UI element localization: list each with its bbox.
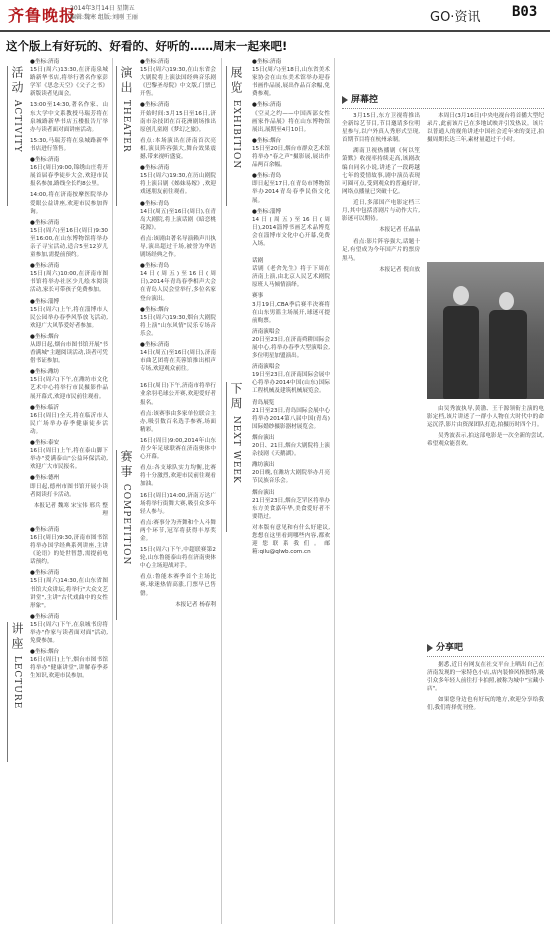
activity-column <box>30 58 108 924</box>
listing-location: ●坐标:济南 <box>30 263 60 270</box>
paragraph: 湖南卫视热播剧《何以笙箫默》收视率持续走高,该剧改编自同名小说,讲述了一段跨越七年的爱情故事,剧中演员表现可圈可点,受到观众的普遍好评,网络点播量已突破十亿。 <box>342 148 420 195</box>
listing-location: ●坐标:烟台 <box>30 333 60 340</box>
listing-text: 15日至20日,烟台市群众艺术馆将举办"春之声"摄影展,展出作品两百余幅。 <box>252 145 330 169</box>
label-activity: 活动 ACTIVITY <box>7 66 26 206</box>
listing-text: 《空灵之约——中国西部女性画家作品展》将在山东博物馆展出,展期至4月10日。 <box>252 110 330 133</box>
listing-text: 14日(周五)至16日(周日),2014淄博书画艺术品博览会在淄博市文化中心开幕,免费入场。 <box>252 216 330 247</box>
listing-entry <box>252 172 330 204</box>
listing-entry <box>252 461 330 485</box>
listing-entry <box>30 526 108 566</box>
listing-text: 从即日起,烟台市图书馆开展"书香满城"主题阅读活动,读者可凭借书证参加。 <box>30 342 108 365</box>
listing-location: ●坐标:青岛 <box>140 263 170 270</box>
listing-location: ●坐标:青岛 <box>252 173 282 180</box>
photo-face <box>499 292 514 310</box>
page-banner: 这个版上有好玩的、好看的、好听的……周末一起来吧! <box>6 39 288 53</box>
triangle-icon <box>342 96 348 104</box>
listing-entry <box>30 298 108 330</box>
listing-location: ●坐标:淄博 <box>252 208 282 215</box>
label-next-week: 下周 NEXT WEEK <box>226 382 245 532</box>
activity-sign: 本报记者 魏寒 宋宝伟 邢兵 整理 <box>33 502 108 517</box>
listing-location: ●坐标:济南 <box>140 59 170 65</box>
listing-text: 16日(周日)9:00,2014年山东青少年足球联赛在济南奥体中心开幕。 <box>140 437 216 461</box>
paragraph: 如果您身边也有好玩的地方,欢迎分享给我们,我们将择优刊登。 <box>427 697 544 712</box>
screen-sign: 本报记者 任晶晶 <box>379 227 420 234</box>
listing-text: 3月19日,CBA季后赛半决赛将在山东男篮主场展开,球迷可提前购票。 <box>252 301 330 324</box>
listing-entry <box>140 519 216 543</box>
listing-entry <box>140 546 216 570</box>
listing-entry <box>252 137 330 169</box>
newspaper-logo: 齐鲁晚报 <box>8 6 77 25</box>
paragraph: 本周日(3月16日)中央电视台将首播大型纪录片,此前该片已在多地试映并引发热议。该片以普通人的视角讲述中国社会近年来的变迁,拍摄周期长达三年,素材量超过千小时。 <box>427 113 544 144</box>
listing-location: ●坐标:德州 <box>30 475 60 482</box>
lecture-list <box>30 526 108 681</box>
competition-list <box>140 382 216 597</box>
listing-text: 20日晚,在潍坊大剧院举办月亮节民族音乐会。 <box>252 470 330 485</box>
editor-line: 编辑:魏寒 组版:刘刚 王丽 <box>70 14 138 21</box>
column-divider <box>221 58 222 924</box>
listing-entry <box>140 101 216 133</box>
listing-entry <box>30 156 108 188</box>
listing-entry <box>30 569 108 609</box>
listing-location: 烟台演出 <box>252 434 275 441</box>
share-section <box>427 640 544 924</box>
paragraph: 由吴秀波执导,黄渤、王千源领衔主演的电影定档,该片讲述了一群小人物在大时代中的命运沉浮,影片由资深团队打造,拍摄历时四个月。 <box>427 406 544 429</box>
label-lecture: 讲座 LECTURE <box>7 622 26 762</box>
listing-text: 16日(周日)上午,烟台市图书馆将举办"健康讲堂",讲解春季养生知识,欢迎市民参加。 <box>30 657 108 680</box>
listing-location: ●坐标:淄博 <box>30 298 60 305</box>
listing-location: ●坐标:济南 <box>30 613 60 620</box>
listing-location: ●坐标:济南 <box>30 59 60 65</box>
listing-location: ●坐标:烟台 <box>252 137 282 144</box>
paragraph: 看点:影片阵容强大,话题十足,有望成为今年国产片的票房黑马。 <box>342 239 420 262</box>
listing-location: 赛事 <box>252 293 264 300</box>
label-competition: 赛事 COMPETITION <box>116 450 135 620</box>
listing-text: 开始时间:3月15日至16日,济南市杂技团在百花洲剧场推出原创儿童剧《梦幻之旅》。 <box>140 110 216 133</box>
listing-entry <box>140 437 216 461</box>
listing-entry <box>252 489 330 521</box>
listing-text: 15日(周六)13:30,在济南泉城路新华书店,将举行著名作家彭学军《思念天空》《父子之书》新版读者见面会。 <box>30 67 108 98</box>
listing-location: ●坐标:济南 <box>252 102 282 109</box>
listing-location: 济南演唱会 <box>252 328 280 335</box>
listing-entry <box>252 328 330 360</box>
listing-entry <box>140 164 216 196</box>
listing-location: ●坐标:潍坊 <box>30 369 60 376</box>
listing-entry <box>140 492 216 516</box>
listing-entry <box>252 208 330 248</box>
triangle-icon <box>427 644 433 652</box>
section-name: GO·资讯 <box>430 10 481 25</box>
listing-location: 潍坊演出 <box>252 462 275 469</box>
page-header <box>0 0 550 32</box>
listing-location: ●坐标:泰安 <box>30 440 60 447</box>
listing-text: 13:00至14:30,著名作家、山东大学中文系教授马瑞芳将在泉城路新华书店五楼报告厅举办与读者面对面讲座活动。 <box>30 102 108 133</box>
listing-text: 话剧《老舍先生》将于下周在济南上演,由北京人民艺术剧院原班人马倾情演绎。 <box>252 266 330 289</box>
listing-entry <box>140 382 216 406</box>
competition-sign: 本报记者 杨春利 <box>175 601 216 608</box>
listing-text: 14日(周五)至16日(周日),在青岛大剧院,将上演话剧《暗恋桃花源》。 <box>140 208 216 231</box>
listing-text: 14:00,将在济南按摩医院举办爱眼公益讲座,欢迎市民参加咨询。 <box>30 192 108 215</box>
listing-text: 14日(周五)至16日(周日),济南市曲艺团将在芙蓉馆推出相声专场,欢迎观众前往。 <box>140 350 216 373</box>
listing-entry <box>252 434 330 458</box>
photo-figure <box>489 310 527 399</box>
screen-section-title: 屏幕控 <box>342 92 544 109</box>
listing-text: 15日(周六)下午,中超联赛第2轮,山东鲁能泰山将在济南奥体中心主场迎战对手。 <box>140 547 216 570</box>
label-theater: 演出 THEATER <box>116 66 135 206</box>
listing-text: 看点:该赛事由多家单位联合主办,吸引数百名选手参赛,场面精彩。 <box>140 410 216 433</box>
listing-text: 看点:鲁能本赛季首个主场比赛,球迷热情高涨,门票早已售罄。 <box>140 574 216 597</box>
listing-text: 看点:本场演出在济南首次亮相,演员阵容强大,舞台效果震撼,带来视听盛宴。 <box>140 137 216 161</box>
listing-text: 19日至23日,在济南国际会展中心将举办2014中国(山东)国际工程机械及建筑机械展览会。 <box>252 372 330 395</box>
listing-text: 即日起,德州市图书馆开展小读者阅读打卡活动。 <box>30 483 108 498</box>
listing-text: 看点:赛事分为齐舞和个人斗舞两个环节,冠军将获得丰厚奖金。 <box>140 519 216 542</box>
listing-entry <box>30 648 108 680</box>
listing-entry <box>252 363 330 395</box>
photo-figure <box>443 306 479 399</box>
listing-location: ●坐标:济南 <box>30 526 60 533</box>
listing-text: 21日至23日,青岛国际会展中心将举办2014第八届中国(青岛)国际婚纱摄影器材展览会。 <box>252 407 330 430</box>
screen-text-right <box>427 112 544 257</box>
listing-text: 看点:该剧由著名导演赖声川执导,演出超过千场,被誉为华语剧场经典之作。 <box>140 235 216 259</box>
listing-text: 21日至23日,烟台芝罘区将举办东方美食嘉年华,美食爱好者不要错过。 <box>252 497 330 520</box>
paragraph: 近日,多部国产电影定档三月,其中包括喜剧片与动作大片,影迷可以期待。 <box>342 199 420 223</box>
column-divider <box>334 58 335 924</box>
news-photo <box>427 262 544 399</box>
listing-text: 16日(周日)9:30,济南市图书馆将举办国学经典系列讲座,主讲《论语》的处世智慧,需提前电话预约。 <box>30 534 108 566</box>
listing-entry <box>30 137 108 153</box>
listing-text: 16日(周日)全天,将在临沂市人民广场举办春季健康徒步活动。 <box>30 412 108 435</box>
screen-paragraphs <box>342 112 420 223</box>
listing-text: 15日(周六)19:30,在山东省会大剧院将上演法国经典音乐剧《巴黎圣母院》中文版,门票已开售。 <box>140 67 216 98</box>
listing-location: ●坐标:烟台 <box>30 649 60 656</box>
listing-entry <box>252 101 330 133</box>
listing-entry <box>140 464 216 488</box>
listing-text: 16日(周日)9:00,锦绣山庄将开展首届春季徒步大会,欢迎市民报名参加,路线全长约8公里。 <box>30 165 108 188</box>
listing-text: 16日(周日)下午,济南市将举行业余羽毛球公开赛,欢迎爱好者报名。 <box>140 383 216 406</box>
listing-entry <box>30 333 108 365</box>
listing-text: 15日(周六)19:30,在历山剧院将上演吕剧《姊妹易嫁》,欢迎戏迷朋友前往观看。 <box>140 173 216 196</box>
listing-text: 15日(周六)10:00,在济南市图书馆将举办社区少儿绘本阅读活动,家长可带孩子免费参加。 <box>30 271 108 294</box>
listing-entry <box>140 262 216 302</box>
listing-entry <box>140 58 216 98</box>
listing-entry <box>140 200 216 232</box>
listing-text: 15日(周六)下午,在泉城书房将举办"作家与读者面对面"活动,免费参加。 <box>30 621 108 645</box>
theater-list <box>140 58 216 373</box>
listing-text: 16日(周日)14:00,济南万达广场将举行街舞大赛,吸引众多年轻人参与。 <box>140 492 216 515</box>
page-number: B03 <box>512 4 538 20</box>
listing-text: 15:30,马瑞芳将在泉城路新华书店进行签售。 <box>30 137 108 152</box>
recommend-sign: 本报记者 倪自放 <box>379 266 420 273</box>
feedback-note: 对本版有意见和有什么好建议,您想在这里看到哪些内容,都欢迎您联系我们。邮箱:qilu@qlwb.com.cn <box>252 524 330 556</box>
listing-text: 16日(周日)上午,将在泰山脚下举办"爱满泰山"公益环保活动,欢迎广大市民报名。 <box>30 448 108 471</box>
listing-location: ●坐标:济南 <box>30 157 60 164</box>
listing-entry <box>140 235 216 259</box>
listing-entry <box>140 306 216 338</box>
listing-location: ●坐标:青岛 <box>140 200 170 207</box>
listing-location: ●坐标:济南 <box>140 165 170 172</box>
exhibition-list <box>252 58 330 248</box>
header-meta <box>70 4 138 22</box>
exhibition-column <box>252 58 330 924</box>
paragraph: 吴秀波表示,拍这部电影是一次全新的尝试,希望观众能喜欢。 <box>427 433 544 448</box>
recommend-paragraphs <box>342 238 420 262</box>
listing-entry <box>30 262 108 294</box>
listing-text: 14日(周五)至16日(周日),2014年青岛春季相声大会在青岛人民会堂举行,多位名家登台演出。 <box>140 271 216 302</box>
listing-location: ●坐标:烟台 <box>140 306 170 313</box>
listing-location: ●坐标:济南 <box>140 102 170 109</box>
listing-entry <box>252 257 330 289</box>
listing-location: ●坐标:济南 <box>30 570 60 577</box>
share-section-title: 分享吧 <box>427 640 544 657</box>
listing-entry <box>140 410 216 434</box>
nextweek-list <box>252 257 330 521</box>
listing-text: 15日(周六)至18日,山东省美术家协会在山东美术馆举办迎春书画作品展,展出作品百余幅,免费参观。 <box>252 67 330 98</box>
listing-location: 话剧 <box>252 258 264 265</box>
listing-entry <box>30 191 108 215</box>
share-paragraphs <box>427 661 544 713</box>
listing-location: 烟台演出 <box>252 489 275 496</box>
listing-location: 济南演唱会 <box>252 364 280 371</box>
column-divider <box>112 58 113 924</box>
photo-face <box>453 286 469 305</box>
listing-text: 即日起至17日,在青岛市博物馆举办2014青岛春季民俗文化展。 <box>252 181 330 204</box>
listing-entry <box>30 101 108 133</box>
listing-location: ●坐标:临沂 <box>30 404 60 411</box>
listing-location: ●坐标:济南 <box>252 59 282 65</box>
listing-entry <box>252 58 330 98</box>
listing-text: 15日(周六)下午,在潍坊市文化艺术中心将举行市民摄影作品展开幕式,欢迎市民前往观看。 <box>30 377 108 400</box>
listing-entry <box>30 368 108 400</box>
listing-location: ●坐标:济南 <box>140 342 170 348</box>
listing-location: 青岛展览 <box>252 399 275 406</box>
listing-entry <box>140 137 216 161</box>
listing-entry <box>252 399 330 431</box>
listing-entry <box>140 573 216 597</box>
listing-text: 看点:各支球队实力均衡,比赛将十分激烈,欢迎市民前往观看加油。 <box>140 465 216 488</box>
listing-text: 15日(周六)14:30,在山东省图书馆大众讲坛,将举行"大众文艺讲堂",主讲"古代戏曲中的女性形象"。 <box>30 578 108 609</box>
screen-paragraphs-right <box>427 112 544 144</box>
listing-entry <box>30 474 108 498</box>
listing-text: 15日(周六)上午,将在淄博市人民公园举办春季风筝放飞活动,欢迎广大风筝爱好者参加。 <box>30 306 108 329</box>
recommend-paragraphs-right <box>427 405 544 448</box>
listing-entry <box>30 613 108 645</box>
listing-entry <box>30 404 108 436</box>
listing-text: 15日(周六)19:30,烟台大剧院将上演"山东风情"民乐专场音乐会。 <box>140 314 216 337</box>
listing-text: 20日至23日,在济南舜耕国际会展中心,将举办春季大型演唱会,多位明星加盟演出。 <box>252 336 330 360</box>
paragraph: 3月15日,东方卫视将推出全新综艺节目,节目邀请多位明星参与,以户外真人秀形式呈现,首期节目将在杭州录制。 <box>342 113 420 144</box>
listing-entry <box>30 219 108 259</box>
listing-entry <box>140 341 216 373</box>
listing-text: 15日(周六)至16日(周日)9:30至16:00,在山东博物馆将举办亲子寻宝活动,适合5至12岁儿童参加,需提前预约。 <box>30 227 108 259</box>
listing-entry <box>30 439 108 471</box>
recommend-text-right <box>427 405 544 635</box>
listing-entry <box>30 58 108 98</box>
listing-text: 20日、21日,烟台大剧院将上演杂技剧《天鹅湖》。 <box>252 443 330 458</box>
label-exhibition: 展览 EXHIBITION <box>226 66 245 206</box>
listing-entry <box>252 292 330 324</box>
theater-column <box>140 58 216 924</box>
issue-date: 2014年3月14日 星期五 <box>70 5 135 12</box>
screen-text-left <box>342 112 420 922</box>
activity-list <box>30 58 108 499</box>
paragraph: 据悉,近日有网友在社交平台上晒出自己在济南发现的一家特色小店,店内装修风格独特,吸引众多年轻人前往打卡拍照,被称为城中"宝藏小店"。 <box>427 662 544 693</box>
listing-location: ●坐标:济南 <box>30 219 60 226</box>
